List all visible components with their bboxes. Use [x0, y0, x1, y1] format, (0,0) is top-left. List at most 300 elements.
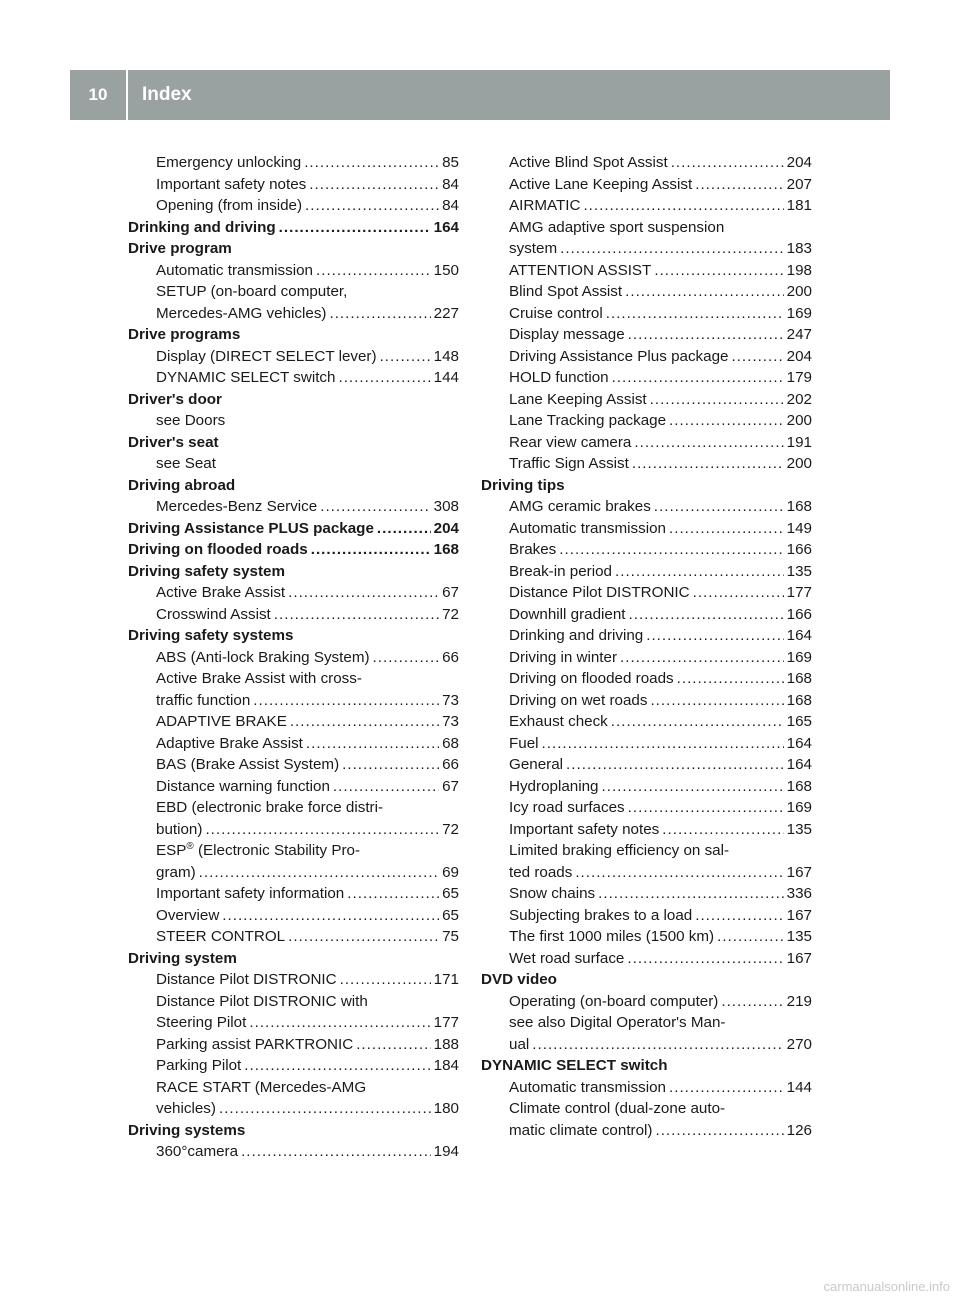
page-reference[interactable]: 200 — [786, 283, 812, 300]
index-subentry[interactable] — [128, 195, 459, 217]
entry-text — [156, 453, 216, 475]
page-reference[interactable]: 198 — [786, 261, 812, 279]
entry-label: Automatic transmission — [156, 261, 313, 279]
dot-leader — [583, 195, 783, 217]
page-reference[interactable]: 68 — [442, 734, 459, 752]
index-subentry[interactable] — [481, 281, 812, 303]
page-reference[interactable]: 177 — [433, 1014, 459, 1031]
entry-label: Important safety notes — [509, 820, 660, 838]
page-reference[interactable]: 169 — [786, 304, 812, 322]
index-subentry[interactable] — [128, 733, 459, 755]
page-reference[interactable]: 148 — [433, 347, 459, 365]
page-reference[interactable]: 73 — [442, 713, 459, 730]
index-subentry[interactable] — [481, 733, 812, 755]
entry-text — [156, 410, 225, 432]
entry-text — [128, 238, 232, 260]
index-subentry[interactable] — [481, 711, 812, 733]
entry-label: Drinking and driving — [509, 627, 644, 644]
entry-label: Driving on flooded roads — [509, 670, 674, 687]
index-subentry[interactable] — [481, 776, 812, 798]
page-reference[interactable]: 191 — [786, 433, 812, 451]
index-subentry — [128, 797, 459, 819]
dot-leader — [677, 668, 784, 690]
entry-text — [156, 819, 202, 841]
entry-text — [509, 367, 609, 389]
entry-label: RACE START (Mercedes-AMG — [156, 1078, 367, 1096]
dot-leader — [329, 303, 430, 325]
index-heading — [128, 324, 459, 346]
entry-text — [128, 324, 240, 346]
page-reference[interactable]: 67 — [442, 777, 459, 795]
index-subentry — [481, 1012, 812, 1034]
dot-leader — [532, 1034, 783, 1056]
dot-leader — [305, 195, 439, 217]
entry-label-cont: (Electronic Stability Pro- — [193, 842, 361, 859]
page-reference[interactable]: 65 — [442, 906, 459, 924]
index-subentry — [481, 217, 812, 239]
dot-leader — [575, 862, 783, 884]
page-reference[interactable]: 204 — [786, 347, 812, 365]
dot-leader — [625, 281, 784, 303]
index-subentry — [128, 668, 459, 690]
entry-text — [509, 1120, 652, 1142]
page-reference[interactable]: 65 — [442, 885, 459, 902]
page-reference[interactable]: 181 — [786, 197, 812, 214]
dot-leader — [253, 690, 439, 712]
entry-label: The first 1000 miles (1500 km) — [509, 928, 715, 945]
entry-label: Driver's seat — [128, 433, 219, 451]
index-subentry[interactable] — [481, 410, 812, 432]
page-reference[interactable]: 135 — [786, 820, 812, 838]
index-subentry[interactable] — [128, 1141, 459, 1163]
page-reference[interactable]: 164 — [433, 218, 459, 236]
index-subentry[interactable] — [481, 905, 812, 927]
page-reference[interactable]: 247 — [786, 326, 812, 343]
page-reference[interactable]: 135 — [786, 562, 812, 580]
index-subentry[interactable] — [481, 238, 812, 260]
entry-label: Fuel — [509, 734, 539, 752]
entry-label: Hydroplaning — [509, 777, 599, 795]
page-reference[interactable]: 168 — [786, 777, 812, 795]
index-subentry[interactable] — [481, 367, 812, 389]
index-subentry[interactable] — [128, 754, 459, 776]
index-subentry[interactable] — [128, 647, 459, 669]
dot-leader — [721, 991, 783, 1013]
dot-leader — [316, 260, 431, 282]
entry-text — [156, 754, 339, 776]
entry-label: Active Brake Assist with cross- — [156, 670, 362, 687]
page-reference[interactable]: 149 — [786, 519, 812, 537]
entry-label: Subjecting brakes to a load — [509, 906, 693, 924]
entry-text — [509, 324, 625, 346]
page-reference[interactable]: 168 — [786, 691, 812, 709]
entry-label: Driving abroad — [128, 476, 236, 494]
entry-label: see also Digital Operator's Man- — [509, 1014, 726, 1031]
page-reference[interactable]: 166 — [786, 605, 812, 623]
page-reference[interactable]: 188 — [433, 1035, 459, 1053]
page-reference[interactable]: 150 — [433, 261, 459, 279]
index-subentry[interactable] — [481, 303, 812, 325]
index-subentry[interactable] — [128, 260, 459, 282]
entry-text — [156, 883, 344, 905]
entry-label: vehicles) — [156, 1100, 216, 1117]
dot-leader — [340, 969, 431, 991]
entry-label: Parking Pilot — [156, 1057, 242, 1074]
page-reference[interactable]: 227 — [433, 304, 459, 322]
index-subentry[interactable] — [481, 926, 812, 948]
dot-leader — [650, 389, 784, 411]
entry-text — [509, 625, 643, 647]
entry-text — [128, 217, 276, 239]
entry-text — [156, 281, 347, 303]
entry-text — [509, 195, 580, 217]
page-reference[interactable]: 200 — [786, 412, 812, 429]
entry-label: Driving system — [128, 949, 237, 967]
entry-text — [509, 690, 647, 712]
index-subentry[interactable] — [128, 926, 459, 948]
page-reference[interactable]: 144 — [786, 1078, 812, 1096]
entry-text — [156, 260, 313, 282]
index-subentry[interactable] — [128, 819, 459, 841]
index-subentry — [481, 1098, 812, 1120]
index-heading — [128, 561, 459, 583]
index-subentry[interactable] — [481, 604, 812, 626]
dot-leader — [606, 303, 784, 325]
index-subentry[interactable] — [128, 1098, 459, 1120]
page-reference[interactable]: 168 — [786, 670, 812, 687]
dot-leader — [311, 539, 431, 561]
page-reference[interactable]: 167 — [786, 949, 812, 967]
index-subentry[interactable] — [481, 432, 812, 454]
index-subentry[interactable] — [481, 1034, 812, 1056]
entry-label: DVD video — [481, 971, 557, 988]
entry-label: Climate control (dual-zone auto- — [509, 1100, 726, 1117]
index-subentry[interactable] — [128, 1012, 459, 1034]
entry-text — [509, 991, 718, 1013]
index-subentry[interactable] — [481, 518, 812, 540]
index-subentry[interactable] — [128, 303, 459, 325]
entry-text — [156, 195, 302, 217]
index-subentry[interactable] — [128, 883, 459, 905]
entry-label: Limited braking efficiency on sal- — [509, 842, 730, 859]
page-reference[interactable]: 308 — [433, 498, 459, 515]
index-subentry[interactable] — [128, 776, 459, 798]
page-reference[interactable]: 165 — [786, 713, 812, 730]
entry-text — [128, 948, 237, 970]
index-subentry[interactable] — [481, 561, 812, 583]
entry-label: Driving safety systems — [128, 627, 294, 644]
section-title: Index — [142, 84, 192, 105]
index-subentry[interactable] — [128, 346, 459, 368]
dot-leader — [342, 754, 439, 776]
entry-label: Distance warning function — [156, 777, 330, 795]
dot-leader — [598, 883, 784, 905]
entry-text — [156, 797, 383, 819]
index-subentry[interactable] — [481, 991, 812, 1013]
page-reference[interactable]: 66 — [442, 756, 459, 773]
index-subentry[interactable] — [128, 905, 459, 927]
page-reference[interactable]: 135 — [786, 928, 812, 945]
entry-label: Mercedes-AMG vehicles) — [156, 304, 327, 322]
index-subentry[interactable] — [481, 625, 812, 647]
entry-text — [509, 776, 599, 798]
entry-text — [156, 346, 377, 368]
dot-leader — [306, 733, 439, 755]
entry-text — [156, 582, 285, 604]
header-divider — [126, 70, 128, 120]
entry-label: ABS (Anti-lock Braking System) — [156, 648, 370, 666]
dot-leader — [628, 324, 784, 346]
page-reference[interactable]: 72 — [442, 605, 459, 623]
index-subentry[interactable] — [481, 152, 812, 174]
entry-text — [509, 1012, 725, 1034]
entry-text — [509, 432, 631, 454]
page-reference[interactable]: 164 — [786, 734, 812, 752]
page-reference[interactable]: 202 — [786, 390, 812, 408]
page-reference[interactable]: 336 — [786, 885, 812, 902]
entry-text — [156, 647, 370, 669]
entry-label: Crosswind Assist — [156, 605, 271, 623]
entry-text — [509, 711, 608, 733]
dot-leader — [377, 518, 431, 540]
entry-label: see Doors — [156, 412, 226, 429]
entry-label: ted roads — [509, 863, 573, 881]
page-reference[interactable]: 166 — [786, 541, 812, 558]
entry-label: Driver's door — [128, 390, 222, 408]
entry-label: Driving on wet roads — [509, 691, 648, 709]
page-reference[interactable]: 167 — [786, 906, 812, 924]
entry-label: Cruise control — [509, 304, 603, 322]
dot-leader — [338, 367, 430, 389]
dot-leader — [320, 496, 430, 518]
page-reference[interactable]: 168 — [433, 541, 459, 558]
index-subentry[interactable] — [481, 883, 812, 905]
page-reference[interactable]: 183 — [786, 240, 812, 257]
dot-leader — [279, 217, 431, 239]
page-reference[interactable]: 167 — [786, 863, 812, 881]
entry-label: Driving Assistance PLUS package — [128, 519, 374, 537]
dot-leader — [669, 410, 784, 432]
entry-text — [156, 367, 335, 389]
index-subentry[interactable] — [128, 1034, 459, 1056]
index-subentry[interactable] — [481, 948, 812, 970]
index-subentry[interactable] — [481, 690, 812, 712]
page-reference[interactable]: 168 — [786, 498, 812, 515]
dot-leader — [632, 453, 784, 475]
entry-text — [509, 561, 612, 583]
entry-text — [509, 518, 666, 540]
dot-leader — [333, 776, 439, 798]
entry-label: Mercedes-Benz Service — [156, 498, 318, 515]
entry-text — [509, 281, 622, 303]
index-subentry[interactable] — [128, 367, 459, 389]
entry-label: Lane Tracking package — [509, 412, 667, 429]
dot-leader — [634, 432, 783, 454]
entry-label: AMG adaptive sport suspension — [509, 218, 725, 236]
entry-label: Driving safety system — [128, 562, 286, 580]
entry-text — [156, 690, 250, 712]
page-reference[interactable]: 180 — [433, 1100, 459, 1117]
page-reference[interactable]: 84 — [442, 197, 459, 214]
index-subentry[interactable] — [481, 1120, 812, 1142]
entry-label: system — [509, 240, 558, 257]
page-reference[interactable]: 126 — [786, 1121, 812, 1139]
page-reference[interactable]: 72 — [442, 820, 459, 838]
entry-label: Display (DIRECT SELECT lever) — [156, 347, 377, 365]
index-subentry — [128, 453, 459, 475]
page-reference[interactable]: 177 — [786, 584, 812, 601]
page-reference[interactable]: 73 — [442, 691, 459, 709]
index-heading — [481, 1055, 812, 1077]
index-subentry[interactable] — [481, 668, 812, 690]
dot-leader — [373, 647, 440, 669]
page-reference[interactable]: 67 — [442, 584, 459, 601]
entry-text — [509, 238, 557, 260]
index-subentry[interactable] — [481, 453, 812, 475]
entry-text — [509, 303, 603, 325]
page-reference[interactable]: 270 — [786, 1035, 812, 1053]
index-subentry[interactable] — [128, 604, 459, 626]
entry-label: Active Lane Keeping Assist — [509, 175, 693, 193]
entry-label: Overview — [156, 906, 220, 924]
page-reference[interactable]: 169 — [786, 799, 812, 816]
index-subentry[interactable] — [481, 195, 812, 217]
dot-leader — [627, 948, 783, 970]
page-reference[interactable]: 85 — [442, 154, 459, 171]
entry-text — [128, 389, 222, 411]
page-reference[interactable]: 207 — [786, 175, 812, 193]
page-reference[interactable]: 219 — [786, 992, 812, 1010]
index-heading — [128, 625, 459, 647]
dot-leader — [290, 711, 439, 733]
page-reference[interactable]: 69 — [442, 863, 459, 881]
entry-label: Driving on flooded roads — [128, 541, 308, 558]
dot-leader — [288, 582, 439, 604]
index-heading — [128, 948, 459, 970]
entry-text — [156, 1055, 241, 1077]
page-reference[interactable]: 164 — [786, 627, 812, 644]
entry-label: Drinking and driving — [128, 218, 276, 236]
entry-label: Opening (from inside) — [156, 197, 303, 214]
entry-label: SETUP (on-board computer, — [156, 283, 348, 300]
page-reference[interactable]: 75 — [442, 928, 459, 945]
index-heading[interactable] — [128, 518, 459, 540]
dot-leader — [566, 754, 784, 776]
index-subentry[interactable] — [481, 1077, 812, 1099]
entry-text — [156, 1034, 353, 1056]
index-heading[interactable] — [128, 217, 459, 239]
registered-mark: ® — [186, 840, 194, 852]
entry-label: ATTENTION ASSIST — [509, 261, 652, 279]
entry-label: General — [509, 756, 564, 773]
index-heading[interactable] — [128, 539, 459, 561]
entry-text — [128, 475, 235, 497]
entry-label: Driving tips — [481, 476, 565, 494]
entry-label: Brakes — [509, 541, 557, 558]
entry-text — [481, 969, 557, 991]
dot-leader — [620, 647, 784, 669]
entry-label: Snow chains — [509, 885, 596, 902]
entry-label: Driving Assistance Plus package — [509, 347, 729, 365]
page-reference[interactable]: 171 — [433, 971, 459, 988]
entry-text — [128, 539, 308, 561]
entry-label: ESP — [156, 842, 187, 859]
index-subentry[interactable] — [481, 174, 812, 196]
dot-leader — [695, 174, 783, 196]
index-subentry[interactable] — [128, 152, 459, 174]
page-reference[interactable]: 204 — [786, 154, 812, 171]
index-subentry[interactable] — [481, 496, 812, 518]
index-subentry[interactable] — [128, 690, 459, 712]
entry-label: Icy road surfaces — [509, 799, 625, 816]
page-reference[interactable]: 169 — [786, 648, 812, 666]
index-subentry[interactable] — [481, 647, 812, 669]
entry-label: STEER CONTROL — [156, 928, 286, 945]
entry-label: Break-in period — [509, 562, 612, 580]
dot-leader — [654, 260, 783, 282]
index-subentry[interactable] — [128, 174, 459, 196]
page-reference[interactable]: 204 — [433, 519, 459, 537]
entry-text — [156, 1077, 366, 1099]
index-subentry[interactable] — [481, 260, 812, 282]
page-reference[interactable]: 164 — [786, 756, 812, 773]
index-subentry[interactable] — [128, 711, 459, 733]
dot-leader — [304, 152, 439, 174]
index-subentry[interactable] — [481, 797, 812, 819]
index-subentry[interactable] — [481, 754, 812, 776]
entry-text — [509, 926, 714, 948]
index-heading — [481, 475, 812, 497]
entry-text — [509, 1098, 725, 1120]
dot-leader — [542, 733, 784, 755]
index-subentry[interactable] — [481, 582, 812, 604]
page-reference[interactable]: 84 — [442, 175, 459, 193]
entry-label: Drive program — [128, 240, 232, 257]
entry-text — [156, 776, 330, 798]
dot-leader — [646, 625, 783, 647]
page-reference[interactable]: 184 — [433, 1057, 459, 1074]
page-reference[interactable]: 200 — [786, 455, 812, 472]
index-subentry[interactable] — [128, 582, 459, 604]
entry-text — [509, 346, 728, 368]
dot-leader — [205, 819, 439, 841]
entry-text — [128, 1120, 245, 1142]
index-subentry[interactable] — [128, 496, 459, 518]
entry-text — [509, 668, 674, 690]
index-subentry[interactable] — [128, 1055, 459, 1077]
index-subentry[interactable] — [481, 819, 812, 841]
entry-text — [156, 174, 306, 196]
page-reference[interactable]: 144 — [433, 369, 459, 386]
page-reference[interactable]: 179 — [786, 369, 812, 386]
entry-text — [509, 453, 629, 475]
index-subentry[interactable] — [481, 324, 812, 346]
index-subentry[interactable] — [128, 862, 459, 884]
entry-text — [509, 174, 692, 196]
dot-leader — [650, 690, 783, 712]
index-subentry[interactable] — [128, 969, 459, 991]
index-subentry[interactable] — [481, 862, 812, 884]
page-reference[interactable]: 66 — [442, 648, 459, 666]
index-subentry[interactable] — [481, 539, 812, 561]
index-header-bar — [70, 70, 890, 120]
dot-leader — [612, 367, 784, 389]
index-subentry[interactable] — [481, 346, 812, 368]
entry-text — [509, 582, 690, 604]
index-subentry[interactable] — [481, 389, 812, 411]
entry-text — [156, 303, 326, 325]
page-reference[interactable]: 194 — [433, 1143, 459, 1160]
